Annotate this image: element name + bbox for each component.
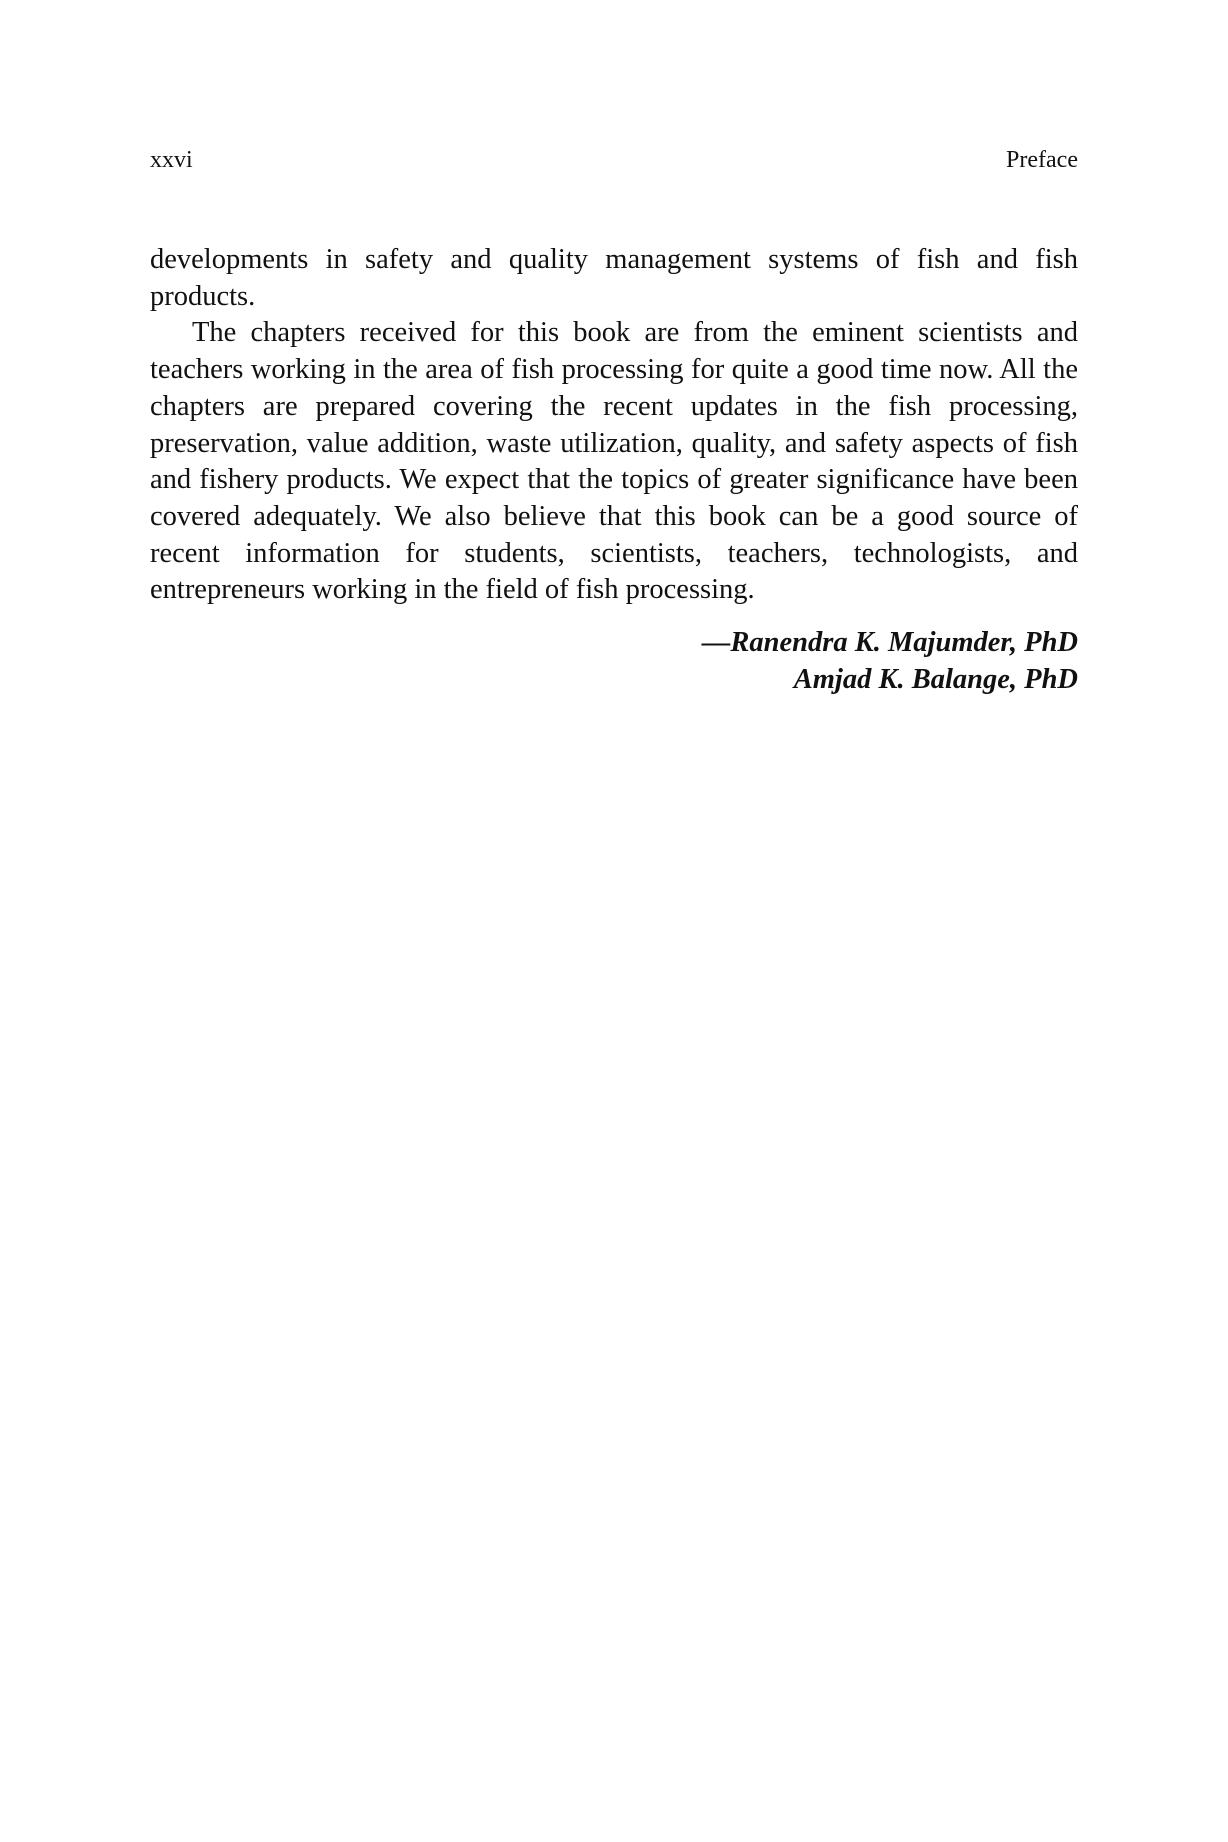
signature-second-author: Amjad K. Balange, PhD: [793, 664, 1078, 695]
running-head-title: Preface: [1006, 147, 1078, 173]
author-signatures: [702, 624, 1078, 698]
preface-body: [150, 242, 1078, 609]
paragraph-continued: developments in safety and quality management systems of fish and fish products.: [150, 244, 1078, 312]
paragraph-main: The chapters received for this book are from the eminent scientists and teachers working in the area of fish processing for quite a good time now. All the chapters are prepared covering the recent updates in the fish processing, preservation, value addition, waste utilization, quality, and safety aspects of fish and fishery products. We expect that the topics of greater significance have been covered adequately. We also believe that this book can be a good source of recent information for students, scientists, teachers, technologists, and entrepreneurs working in the field of fish processing.: [150, 317, 1078, 606]
signature-first-author: —Ranendra K. Majumder, PhD: [701, 627, 1078, 658]
page-number: xxvi: [150, 147, 193, 173]
running-head: [150, 144, 1078, 176]
